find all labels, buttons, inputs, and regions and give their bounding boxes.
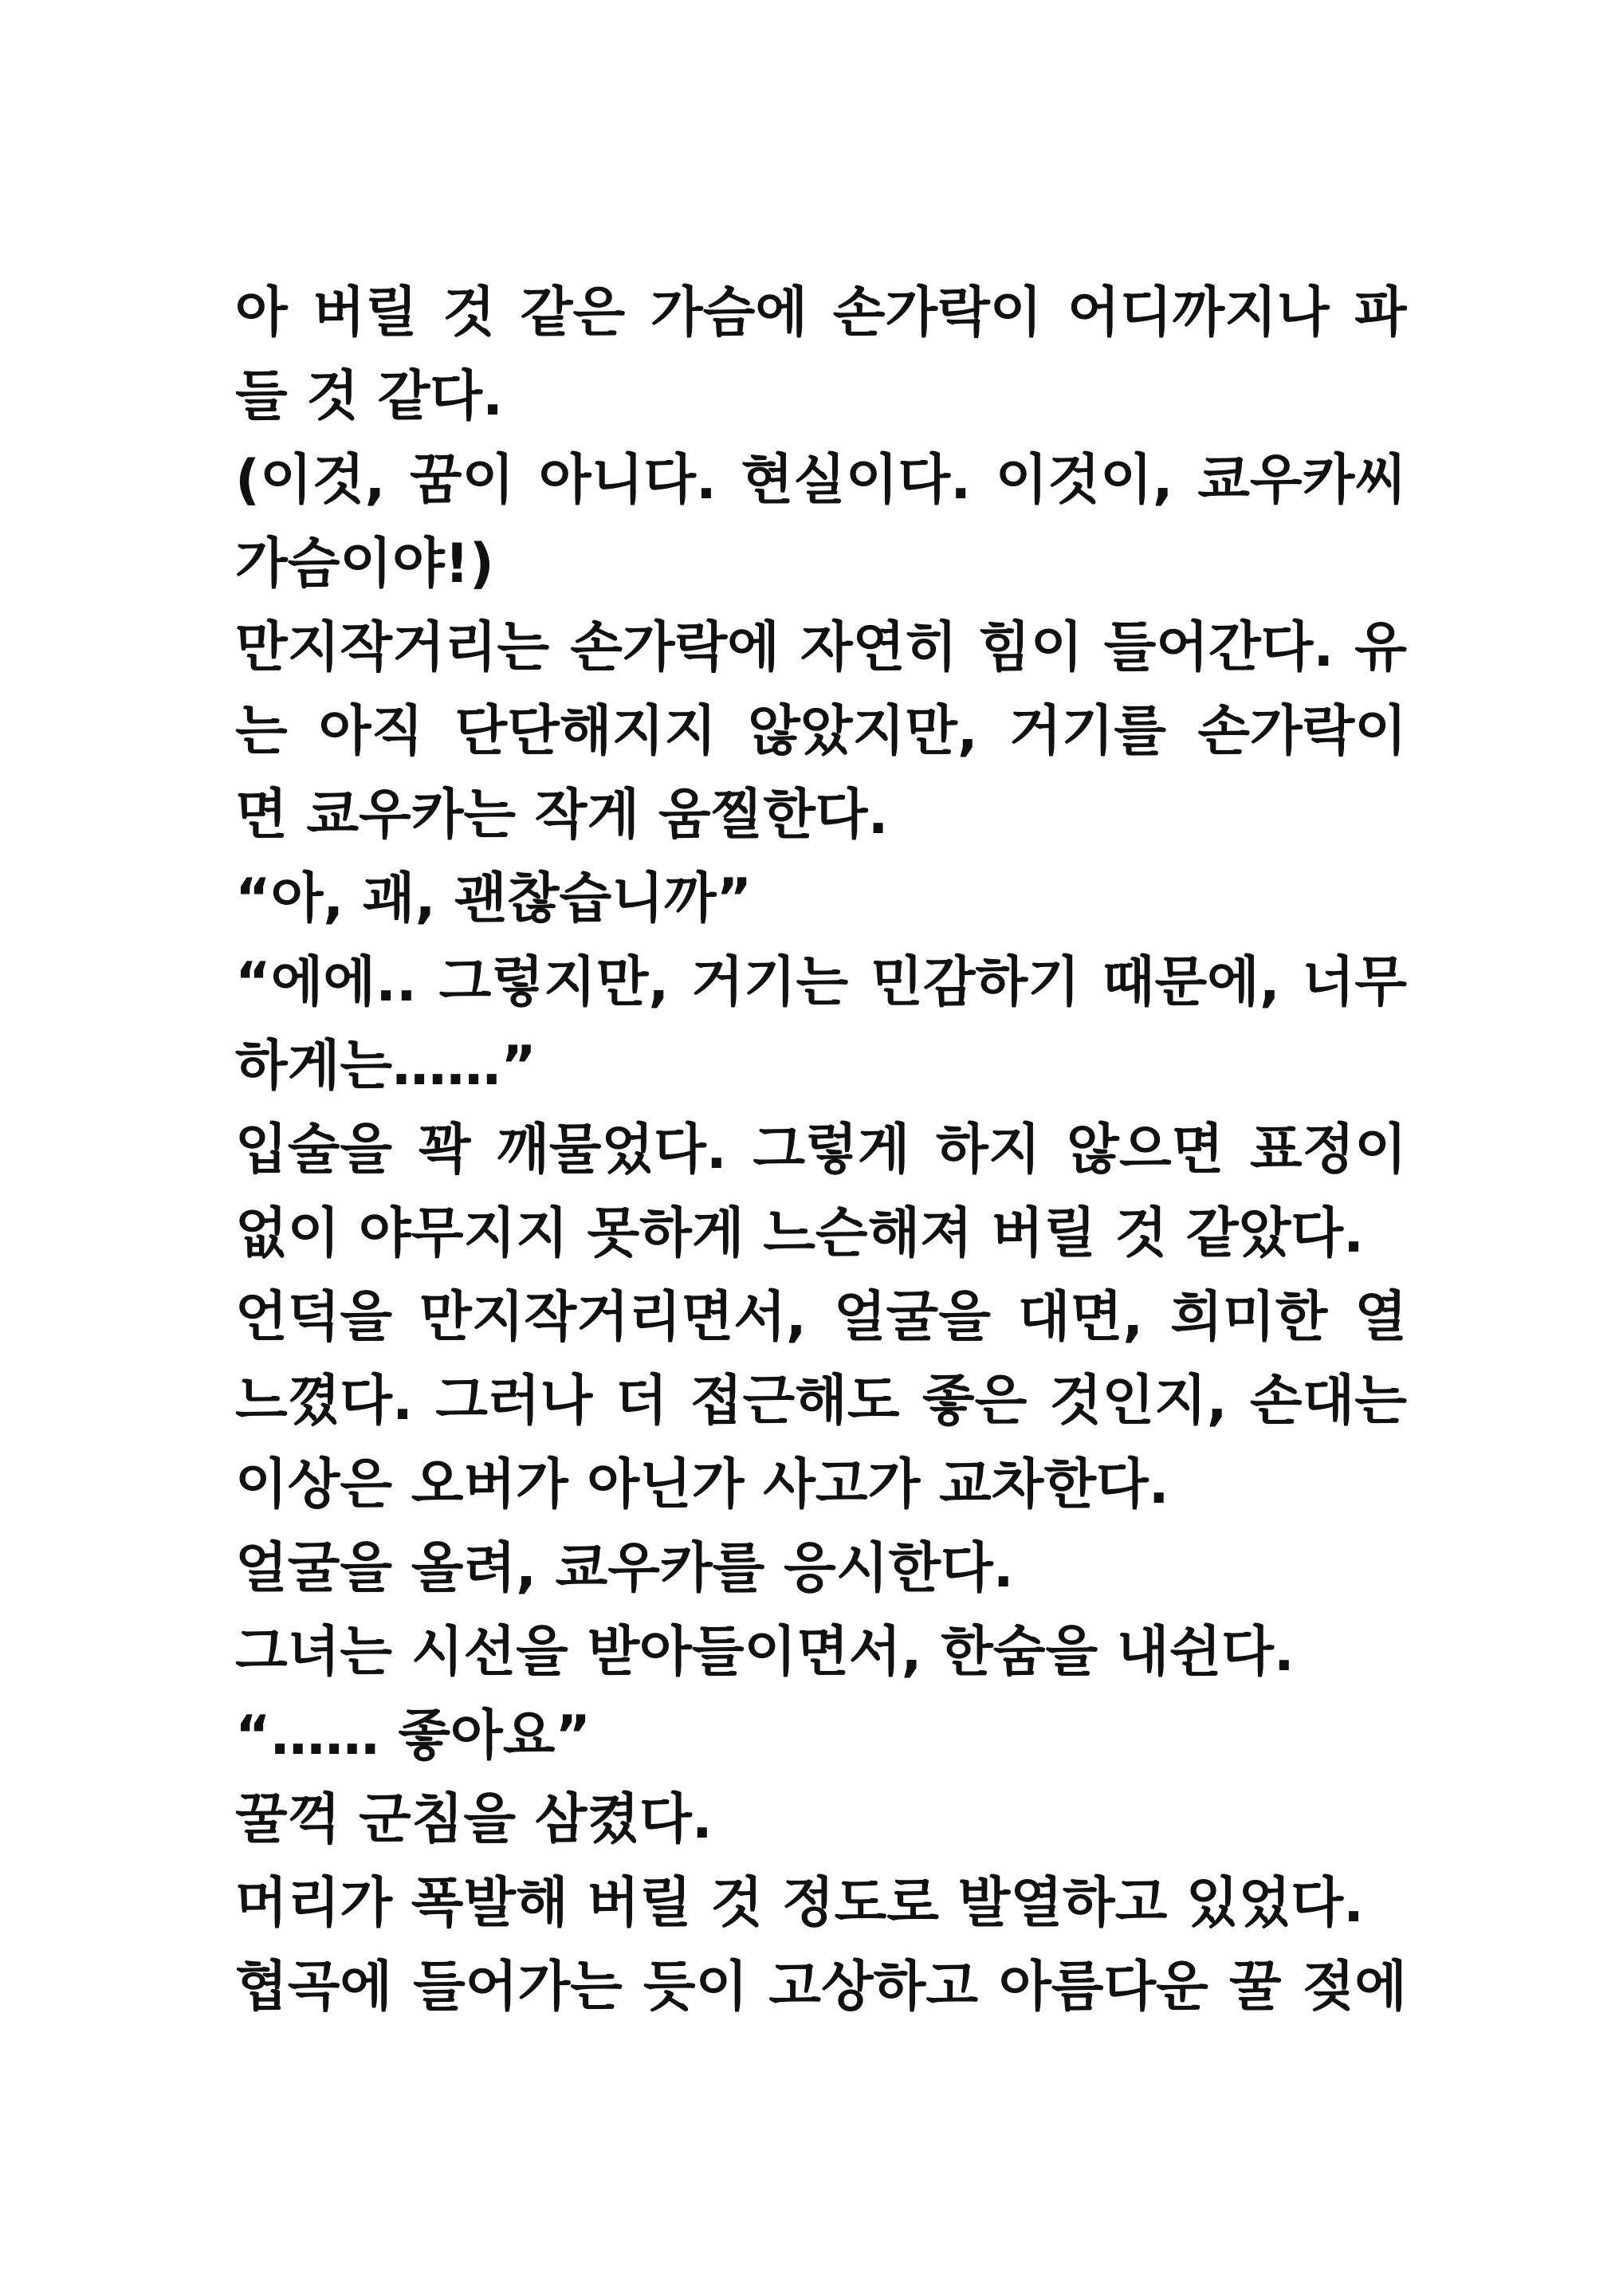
body-text bbox=[235, 271, 1407, 2029]
text-line: “에에.. 그렇지만, 거기는 민감하기 때문에, 너무 bbox=[235, 951, 1407, 1014]
text-line: (이것, 꿈이 아니다. 현실이다. 이것이, 쿄우카씨 bbox=[235, 449, 1407, 512]
text-line: “아, 괘, 괜찮습니까” bbox=[235, 867, 753, 930]
text-line: 이상은 오버가 아닌가 사고가 교차한다. bbox=[235, 1453, 1169, 1516]
text-line: 언덕을 만지작거리면서, 얼굴을 대면, 희미한 열 bbox=[235, 1286, 1407, 1349]
text-line: 들 것 같다. bbox=[235, 365, 503, 428]
text-line: 하게는……” bbox=[235, 1035, 536, 1098]
text-line: 가슴이야!) bbox=[235, 533, 494, 596]
text-line: 협곡에 들어가는 듯이 고상하고 아름다운 꿀 젖에 bbox=[235, 1956, 1407, 2019]
text-line: 만지작거리는 손가락에 자연히 힘이 들어간다. 유 bbox=[235, 616, 1407, 679]
text-line: “…… 좋아요” bbox=[235, 1704, 591, 1767]
text-line: 없이 야무지지 못하게 느슨해져 버릴 것 같았다. bbox=[235, 1202, 1364, 1265]
text-line: 얼굴을 올려, 쿄우카를 응시한다. bbox=[235, 1537, 1014, 1600]
text-line: 는 아직 단단해지지 않았지만, 거기를 손가락이 bbox=[235, 700, 1407, 763]
text-line: 아 버릴 것 같은 가슴에 손가락이 어디까지나 파 bbox=[235, 281, 1407, 344]
text-line: 꿀꺽 군침을 삼켰다. bbox=[235, 1788, 713, 1851]
text-line: 느꼈다. 그러나 더 접근해도 좋은 것인지, 손대는 bbox=[235, 1370, 1407, 1433]
text-line: 면 쿄우카는 작게 움찔한다. bbox=[235, 784, 889, 847]
text-line: 머리가 폭발해 버릴 것 정도로 발열하고 있었다. bbox=[235, 1872, 1364, 1935]
text-line: 입술을 꽉 깨물었다. 그렇게 하지 않으면 표정이 bbox=[235, 1119, 1407, 1181]
text-line: 그녀는 시선을 받아들이면서, 한숨을 내쉰다. bbox=[235, 1621, 1295, 1684]
